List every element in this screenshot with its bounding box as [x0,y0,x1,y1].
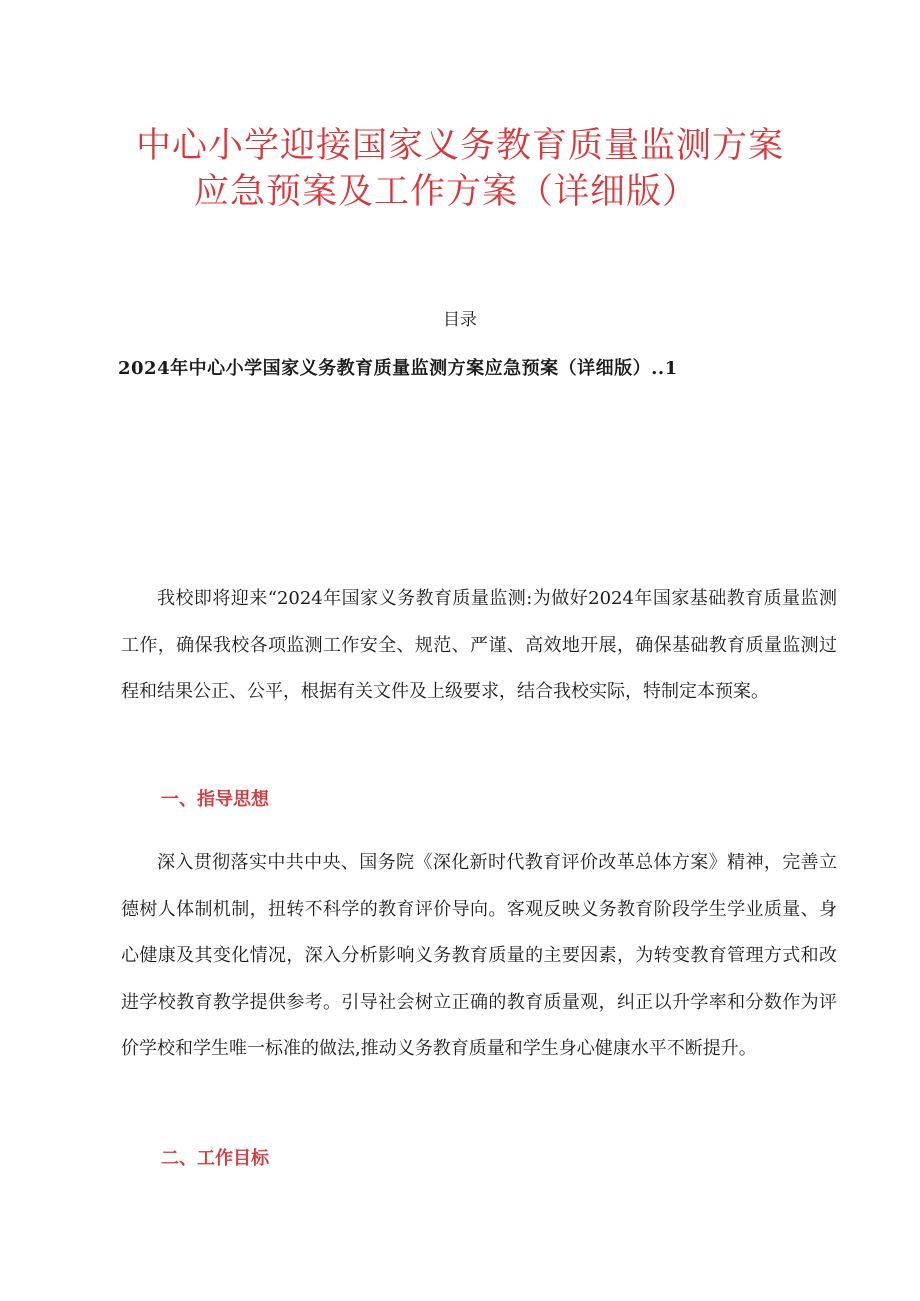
guiding-ideology-paragraph: 深入贯彻落实中共中央、国务院《深化新时代教育评价改革总体方案》精神，完善立德树人体制机制，扭转不科学的教育评价导向。客观反映义务教育阶段学生学业质量、身心健康及其变化情况，深入分析影响义务教育质量的主要因素，为转变教育管理方式和改进学校教育教学提供参考。引导社会树立正确的教育质量观，纠正以升学率和分数作为评价学校和学生唯一标准的做法,推动义务教育质量和学生身心健康水平不断提升。 [121,852,837,1059]
toc-heading: 目录 [443,310,477,330]
intro-paragraph: 我校即将迎来“2024年国家义务教育质量监测:为做好2024年国家基础教育质量监测工作，确保我校各项监测工作安全、规范、严谨、高效地开展，确保基础教育质量监测过程和结果公正、公平，根据有关文件及上级要求，结合我校实际，特制定本预案。 [121,588,837,702]
section-heading-work-goals: 二、工作目标 [161,1148,269,1169]
document-title-line-2: 应急预案及工作方案（详细版） [193,172,698,212]
toc-entry[interactable]: 2024年中心小学国家义务教育质量监测方案应急预案（详细版）..1 [118,358,678,379]
document-title-line-1: 中心小学迎接国家义务教育质量监测方案 [135,126,784,166]
section-heading-guiding-ideology: 一、指导思想 [161,789,269,810]
